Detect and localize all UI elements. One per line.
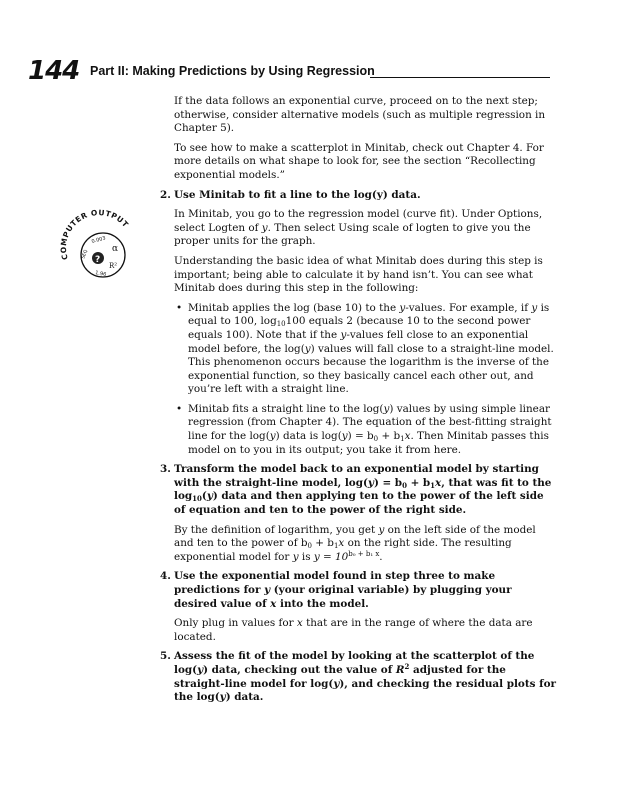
paragraph: Understanding the basic idea of what Minitab does during this step is important; being able to calculate it by hand isn’t. You can see what Minitab does during this step in the following: xyxy=(174,254,543,295)
paragraph: In Minitab, you go to the regression model (curve fit). Under Options, select Logten of y. Then select Using scale of logten to give you the proper units for the graph. xyxy=(174,208,543,248)
computer-output-icon xyxy=(58,207,140,289)
step-2: 2. Use Minitab to fit a line to the log(y) data. xyxy=(160,188,421,201)
step-4: 4. Use the exponential model found in step three to make predictions for y (your original variable) by plugging your desired value of x into the model. xyxy=(160,570,512,610)
icon-symbol-num: 1.96 xyxy=(94,270,107,278)
list-item: • Minitab fits a straight line to the log(y) values by using simple linear regression (from Chapter 4). The equation of the best-fitting straight line for the log(y) data is $\log(y) = b_0 + b_1x$. Then Minitab passes this model on to you in its output; you take it from here. xyxy=(174,403,556,457)
paragraph: By the definition of logarithm, you get y on the left side of the model and ten to the power of $b_0 + b_1x$ on the right side. The resulting exponential model for y is $y = 10^{b_0 + b_1 x}$. xyxy=(174,523,536,563)
paragraph: To see how to make a scatterplot in Minitab, check out Chapter 4. For more details on what shape to look for, see the section “Recollecting exponential models.” xyxy=(174,141,544,181)
page-header xyxy=(28,56,550,86)
icon-symbol-p: 0.003 xyxy=(90,235,107,245)
icon-symbol-alpha: α xyxy=(112,244,119,254)
step-5: 5. Assess the fit of the model by looking at the scatterplot of the log(y) data, checking out the value of $R^2$ adjusted for the straight-line model for log(y), and checking the residual plots for the log(y) data. xyxy=(160,650,556,704)
icon-symbol-r2: R² xyxy=(109,262,118,270)
header-rule xyxy=(370,77,550,78)
paragraph: If the data follows an exponential curve, proceed on to the next step; otherwise, consider alternative models (such as multiple regression in Chapter 5). xyxy=(174,95,546,135)
list-item: • Minitab applies the log (base 10) to the y-values. For example, if y is equal to 100, $\log_{10}100$ equals 2 (because 10 to the second power equals 100). Note that if the y-values fell close to an exponential model before, the log(y) values will fall close to a straight-line model. This phenomenon occurs because the logarithm is the inverse of the exponential function, so they basically cancel each other out, and you’re left with a straight line. xyxy=(174,302,556,397)
page-body xyxy=(160,95,556,711)
icon-symbol-q: ? xyxy=(95,255,101,265)
page-number: 144 xyxy=(28,56,80,86)
icon-symbol-seq: SEQ xyxy=(81,249,90,260)
step-3: 3. Transform the model back to an exponential model by starting with the straight-line model, $\log(y) = b_0 + b_1x$, that was fit to the $\log_{10}(y)$ data and then applying ten to the power of the left side of equation and ten to the power of the right side. xyxy=(160,463,552,517)
paragraph: Only plug in values for x that are in the range of where the data are located. xyxy=(174,617,533,643)
bullet-list xyxy=(174,302,556,458)
running-head: Part II: Making Predictions by Using Regression xyxy=(90,64,375,78)
icon-arc-text: COMPUTER OUTPUT xyxy=(58,207,131,261)
